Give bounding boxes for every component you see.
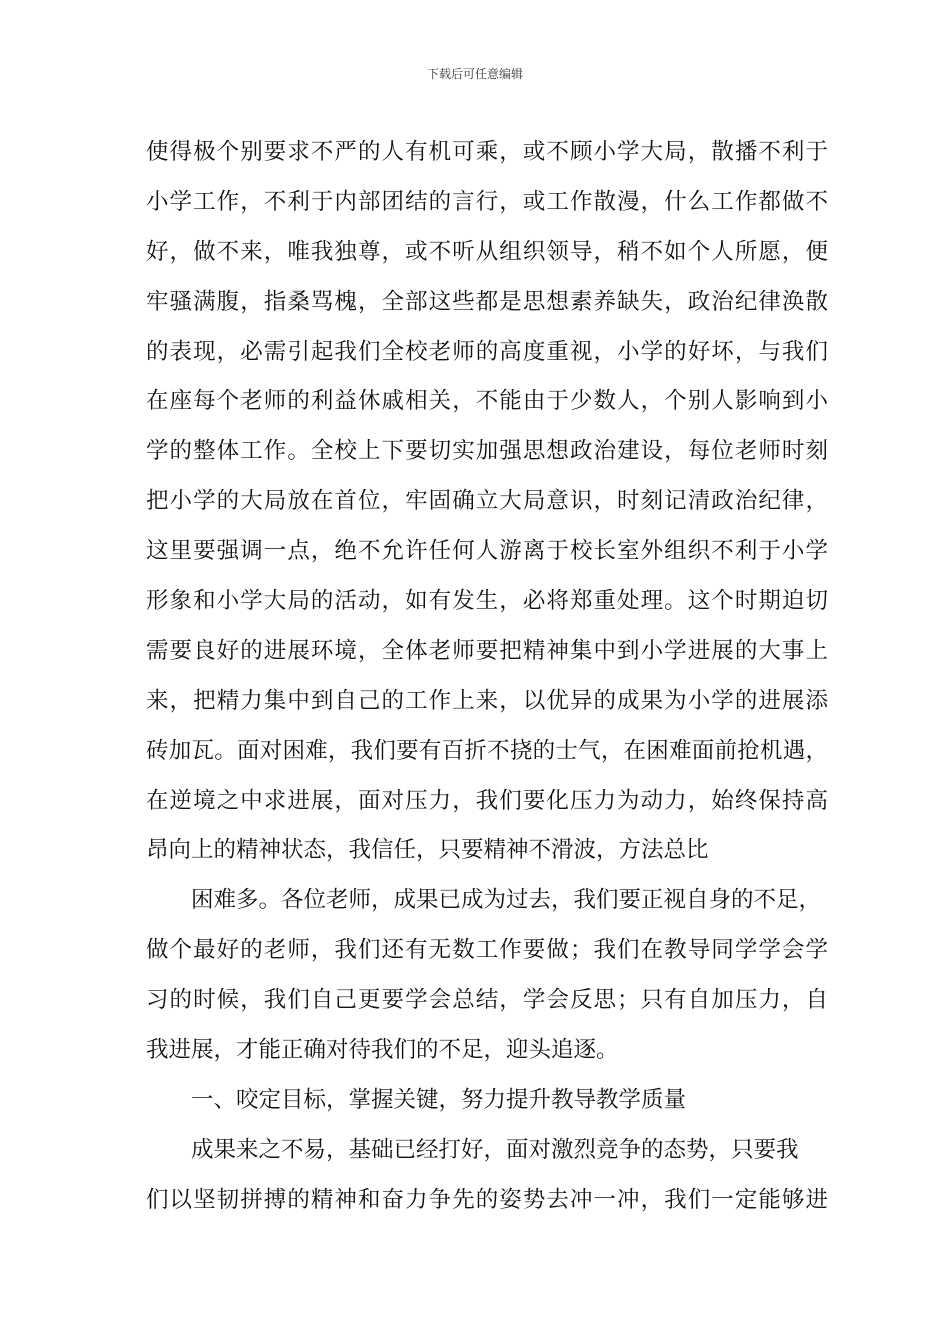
text-line: 砖加瓦。面对困难，我们要有百折不挠的士气，在困难面前抢机遇， [146,737,828,764]
text-line: 来，把精力集中到自己的工作上来，以优异的成果为小学的进展添 [146,687,828,714]
paragraph-first-line: 成果来之不易，基础已经打好，面对激烈竞争的态势，只要我 [191,1136,799,1163]
text-line: 需要良好的进展环境，全体老师要把精神集中到小学进展的大事上 [146,637,828,664]
text-line: 形象和小学大局的活动，如有发生，必将郑重处理。这个时期迫切 [146,588,828,615]
text-line: 牢骚满腹，指桑骂槐，全部这些都是思想素养缺失，政治纪律涣散 [146,288,828,315]
text-line: 学的整体工作。全校上下要切实加强思想政治建设，每位老师时刻 [146,438,828,465]
text-line: 小学工作，不利于内部团结的言行，或工作散漫，什么工作都做不 [146,188,828,215]
text-line: 好，做不来，唯我独尊，或不听从组织领导，稍不如个人所愿，便 [146,238,828,265]
text-line: 把小学的大局放在首位，牢固确立大局意识，时刻记清政治纪律， [146,488,828,515]
body-text [146,132,828,1230]
text-line: 这里要强调一点，绝不允许任何人游离于校长室外组织不利于小学 [146,538,828,565]
text-line: 做个最好的老师，我们还有无数工作要做；我们在教导同学学会学 [146,937,828,964]
text-line: 的表现，必需引起我们全校老师的高度重视，小学的好坏，与我们 [146,338,828,365]
text-line: 在座每个老师的利益休戚相关，不能由于少数人，个别人影响到小 [146,388,828,415]
text-line: 们以坚韧拼搏的精神和奋力争先的姿势去冲一冲，我们一定能够进 [146,1186,828,1213]
text-line: 昂向上的精神状态，我信任，只要精神不滑波，方法总比 [146,837,709,864]
text-line: 在逆境之中求进展，面对压力，我们要化压力为动力，始终保持高 [146,787,828,814]
text-line: 习的时候，我们自己更要学会总结，学会反思；只有自加压力，自 [146,987,828,1014]
section-heading: 一、咬定目标，掌握关键，努力提升教导教学质量 [191,1086,687,1113]
paragraph-first-line: 困难多。各位老师，成果已成为过去，我们要正视自身的不足， [191,887,822,914]
text-line: 我进展，才能正确对待我们的不足，迎头追逐。 [146,1037,619,1064]
text-line: 使得极个别要求不严的人有机可乘，或不顾小学大局，散播不利于 [146,139,828,165]
page-header: 下载后可任意编辑 [426,67,523,81]
